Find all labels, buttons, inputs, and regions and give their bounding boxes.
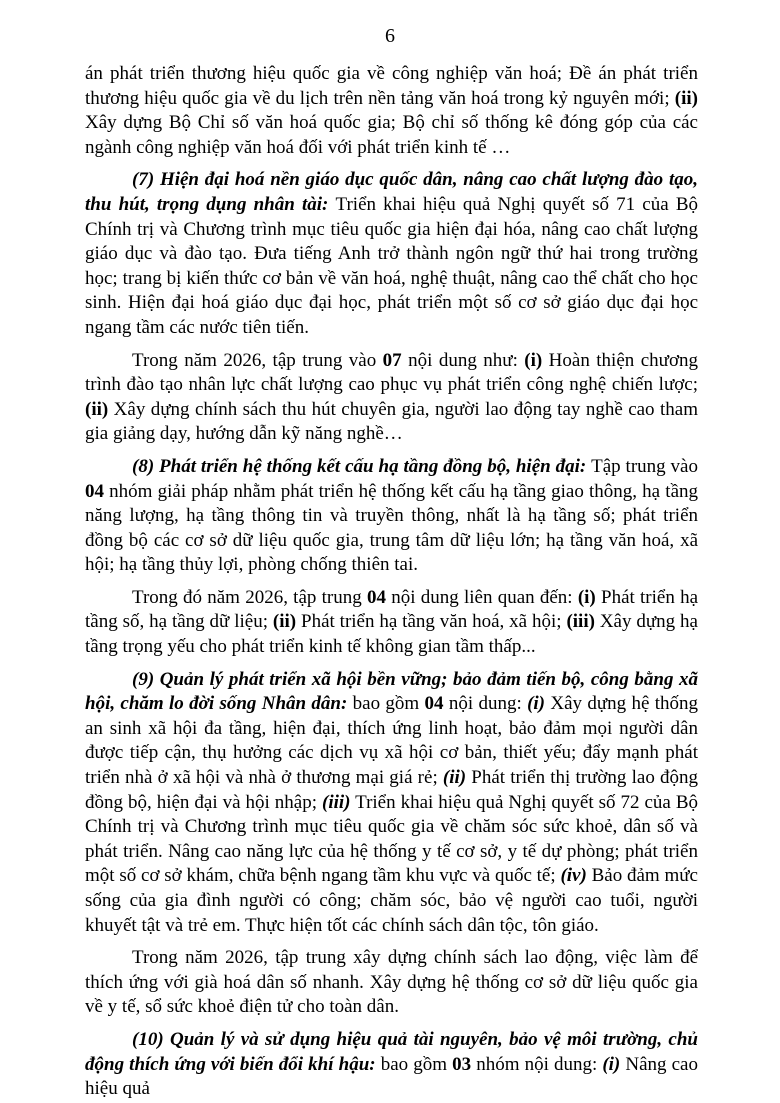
text-run: nhóm nội dung: xyxy=(471,1053,603,1075)
text-run: (8) Phát triển hệ thống kết cấu hạ tầng đồng bộ, hiện đại: xyxy=(132,455,592,477)
text-run: (iii) xyxy=(566,611,595,633)
text-run: bao gồm xyxy=(380,1053,453,1075)
text-run: (i) xyxy=(527,693,546,715)
text-run: Triển khai hiệu quả Nghị quyết số 71 của Bộ Chính trị và Chương trình mục tiêu quốc gia hiện đại hóa, nâng cao chất lượng giáo dục và đào tạo. Đưa tiếng Anh trở thành ngôn ngữ thứ hai trong trường học; trang bị kiến thức cơ bản về văn hoá, nghệ thuật, nâng cao thể chất cho học sinh. Hiện đại hoá giáo dục đại học, phát triển một số cơ sở giáo dục đại học ngang tầm các nước tiên tiến. xyxy=(85,193,698,338)
document-body xyxy=(85,62,698,1102)
text-run: Phát triển hạ tầng văn hoá, xã hội; xyxy=(296,611,567,633)
text-run: Triển khai hiệu quả Nghị quyết số 72 của Bộ Chính trị và Chương trình mục tiêu quốc gia về chăm sóc sức khoẻ, dân số và phát triển. Nâng cao năng lực của hệ thống y tế cơ sở, y tế dự phòng; phát triển một số cơ sở khám, chữa bệnh ngang tầm khu vực và quốc tế; xyxy=(85,791,698,887)
paragraph xyxy=(85,62,698,160)
text-run: (ii) xyxy=(85,398,109,420)
text-run: Trong năm 2026, tập trung xây dựng chính sách lao động, việc làm để thích ứng với già hoá dân số nhanh. Xây dựng hệ thống cơ sở dữ liệu quốc gia về y tế, sổ sức khoẻ điện tử cho toàn dân. xyxy=(85,947,698,1018)
text-run: (ii) xyxy=(272,611,297,633)
text-run: Xây dựng hạ tầng trọng yếu cho phát triển kinh tế không gian tầm thấp... xyxy=(85,611,698,658)
paragraph xyxy=(85,455,698,578)
text-run: 03 xyxy=(452,1053,472,1075)
text-run: (iv) xyxy=(560,865,587,887)
text-run: (iii) xyxy=(322,791,351,813)
text-run: Tập trung vào xyxy=(591,455,698,477)
text-run: Trong đó năm 2026, tập trung xyxy=(132,586,367,608)
paragraph xyxy=(85,586,698,660)
text-run: (10) Quản lý và sử dụng hiệu quả tài nguyên, bảo vệ môi trường, chủ động thích ứng với biến đổi khí hậu: xyxy=(85,1028,698,1075)
text-run: (7) Hiện đại hoá nền giáo dục quốc dân, nâng cao chất lượng đào tạo, thu hút, trọng dụng nhân tài: xyxy=(85,169,698,215)
text-run: Xây dựng chính sách thu hút chuyên gia, người lao động tay nghề cao tham gia giảng dạy, hướng dẫn kỹ năng nghề… xyxy=(85,398,698,445)
text-run: (i) xyxy=(524,349,543,371)
text-run: (i) xyxy=(577,586,596,608)
text-run: nội dung như: xyxy=(401,349,525,371)
text-run: Nâng cao hiệu quả xyxy=(85,1053,698,1100)
text-run: 04 xyxy=(424,693,444,715)
text-run: Trong năm 2026, tập trung vào xyxy=(132,349,383,371)
text-run: 04 xyxy=(85,480,104,502)
text-run: bao gồm xyxy=(352,693,425,715)
text-run: Xây dựng hệ thống an sinh xã hội đa tầng, hiện đại, thích ứng linh hoạt, bảo đảm mọi người dân được tiếp cận, thụ hưởng các dịch vụ xã hội cơ bản, thiết yếu; đẩy mạnh phát triển nhà ở xã hội và nhà ở thương mại giá rẻ; xyxy=(85,693,698,789)
text-run: (i) xyxy=(602,1053,621,1075)
paragraph xyxy=(85,349,698,447)
paragraph xyxy=(85,1028,698,1102)
text-run: án phát triển thương hiệu quốc gia về công nghiệp văn hoá; Đề án phát triển thương hiệu quốc gia về du lịch trên nền tảng văn hoá trong kỷ nguyên mới; xyxy=(85,63,698,109)
text-run: Phát triển thị trường lao động đồng bộ, hiện đại và hội nhập; xyxy=(85,767,698,813)
text-run: Xây dựng Bộ Chỉ số văn hoá quốc gia; Bộ chỉ số thống kê đóng góp của các ngành công nghiệp văn hoá đối với phát triển kinh tế … xyxy=(85,112,698,158)
text-run: Hoàn thiện chương trình đào tạo nhân lực chất lượng cao phục vụ phát triển công nghệ chiến lược; xyxy=(85,349,698,396)
text-run: (ii) xyxy=(674,87,698,109)
text-run: nội dung: xyxy=(443,693,528,715)
text-run: 07 xyxy=(382,349,402,371)
text-run: nhóm giải pháp nhằm phát triển hệ thống kết cấu hạ tầng giao thông, hạ tầng năng lượng, hạ tầng thông tin và truyền thông, nhất là hạ tầng số; phát triển đồng bộ các cơ sở dữ liệu quốc gia, trung tâm dữ liệu lớn; hạ tầng văn hoá, xã hội; hạ tầng thủy lợi, phòng chống thiên tai. xyxy=(85,480,698,576)
paragraph xyxy=(85,946,698,1020)
text-run: (9) Quản lý phát triển xã hội bền vững; bảo đảm tiến bộ, công bằng xã hội, chăm lo đời sống Nhân dân: xyxy=(85,668,698,715)
text-run: nội dung liên quan đến: xyxy=(385,586,578,608)
text-run: Phát triển hạ tầng số, hạ tầng dữ liệu; xyxy=(85,586,699,633)
paragraph xyxy=(85,668,698,939)
text-run: 04 xyxy=(366,586,386,608)
paragraph xyxy=(85,168,698,340)
text-run: Bảo đảm mức sống của gia đình người có công; chăm sóc, bảo vệ người cao tuổi, người khuyết tật và trẻ em. Thực hiện tốt các chính sách dân tộc, tôn giáo. xyxy=(85,865,698,936)
page-number: 6 xyxy=(385,25,395,47)
text-run: (ii) xyxy=(442,767,467,789)
